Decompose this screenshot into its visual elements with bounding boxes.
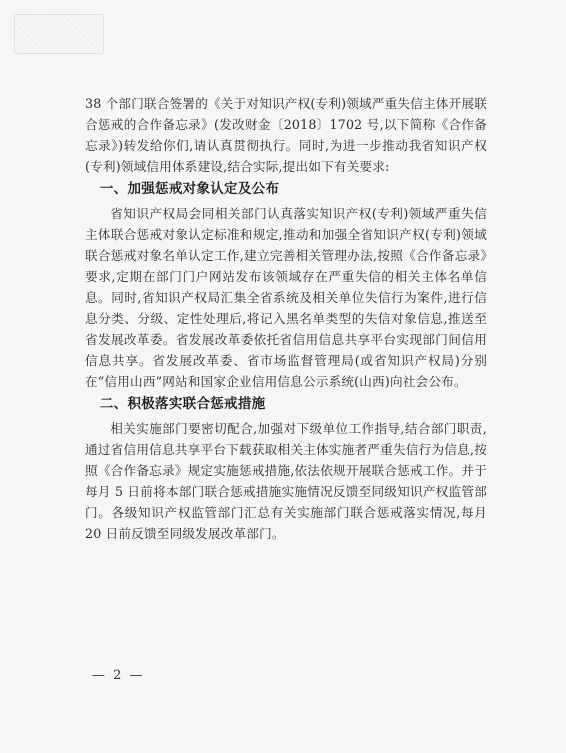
stamp-mark [14,14,104,54]
section-heading-2: 二、积极落实联合惩戒措施 [99,396,266,412]
paragraph-section-1: 省知识产权局会同相关部门认真落实知识产权(专利)领域严重失信主体联合惩戒对象认定标准和规定,推动和加强全省知识产权(专利)领域联合惩戒对象名单认定工作,建立完善相关管理办法,按照《合作备忘录》要求,定期在部门门户网站发布该领域存在严重失信的相关主体名单信息。同时,省知识产权局汇集全省系统及相关单位失信行为案件,进行信息分类、分级、定性处理后,将记入黑名单类型的失信对象信息,推送至省发展改革委。省发展改革委依托省信用信息共享平台实现部门间信用信息共享。省发展改革委、省市场监督管理局(或省知识产权局)分别在“信用山西”网站和国家企业信用信息公示系统(山西)向社会公布。 [85,206,487,389]
page-number: — 2 — [92,668,145,683]
document-body [85,93,487,544]
section-heading-1: 一、加强惩戒对象认定及公布 [99,181,280,197]
paragraph-intro: 38 个部门联合签署的《关于对知识产权(专利)领域严重失信主体开展联合惩戒的合作备忘录》(发改财金〔2018〕1702 号,以下简称《合作备忘录》)转发给你们,请认真贯彻执行。同时,为进一步推动我省知识产权(专利)领域信用体系建设,结合实际,提出如下有关要求: [85,96,487,174]
paragraph-section-2: 相关实施部门要密切配合,加强对下级单位工作指导,结合部门职责,通过省信用信息共享平台下载获取相关主体实施者严重失信行为信息,按照《合作备忘录》规定实施惩戒措施,依法依规开展联合惩戒工作。并于每月 5 日前将本部门联合惩戒措施实施情况反馈至同级知识产权监管部门。各级知识产权监管部门汇总有关实施部门联合惩戒落实情况,每月 20 日前反馈至同级发展改革部门。 [85,421,487,541]
